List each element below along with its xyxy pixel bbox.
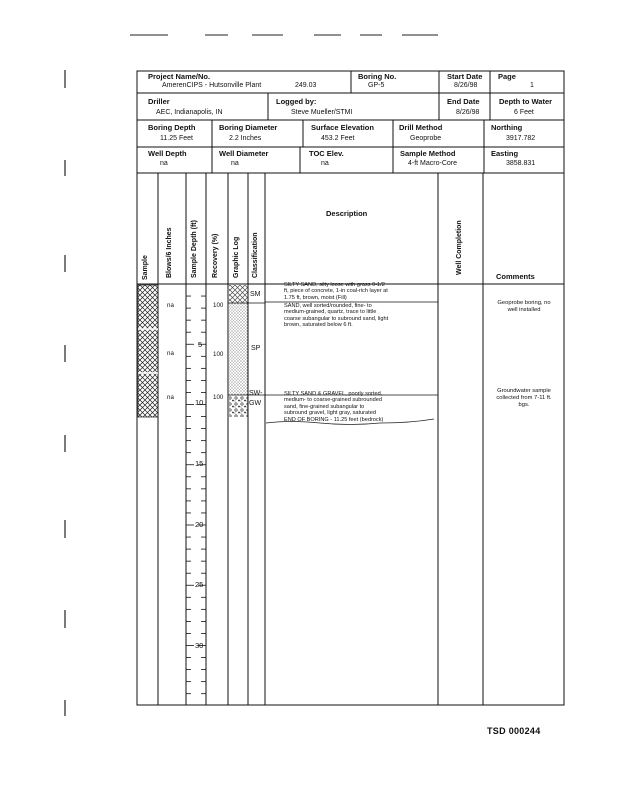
- class-sm: SM: [250, 291, 261, 298]
- depth-to-water-value: 6 Feet: [514, 109, 534, 116]
- depth-label-5: 5: [198, 340, 203, 349]
- boring-depth-value: 11.25 Feet: [160, 135, 193, 142]
- col-sample: Sample: [142, 255, 149, 280]
- document-id: TSD 000244: [487, 726, 541, 736]
- col-blows: Blows/6 Inches: [166, 227, 173, 278]
- depth-label-30: 30: [195, 641, 204, 650]
- class-sw: SW-: [249, 390, 263, 397]
- boring-no-value: GP-5: [368, 82, 385, 89]
- depth-label-20: 20: [195, 520, 204, 529]
- well-depth-label: Well Depth: [148, 149, 187, 158]
- depth-to-water-label: Depth to Water: [499, 97, 553, 106]
- description-sand-gravel: SILTY SAND & GRAVEL, poorly sorted, medium- to coarse-grained subrounded sand, fine-grained subangular to subround gravel, light gray, saturated: [284, 391, 383, 417]
- col-recovery: Recovery (%): [212, 233, 219, 278]
- sample-3-blows: na: [167, 394, 174, 401]
- driller-label: Driller: [148, 97, 170, 106]
- end-date-label: End Date: [447, 97, 480, 106]
- col-comments: Comments: [496, 272, 535, 281]
- boring-diameter-value: 2.2 Inches: [229, 135, 262, 142]
- northing-value: 3917.782: [506, 135, 536, 142]
- toc-elev-value: na: [321, 160, 329, 167]
- well-diameter-value: na: [231, 160, 239, 167]
- col-description: Description: [326, 209, 368, 218]
- col-graphic-log: Graphic Log: [233, 236, 240, 278]
- drill-method-value: Geoprobe: [410, 135, 442, 142]
- boring-depth-label: Boring Depth: [148, 123, 196, 132]
- end-of-boring: END OF BORING - 11.25 feet (bedrock): [284, 417, 384, 423]
- depth-label-10: 10: [195, 398, 204, 407]
- logged-by-value: Steve Mueller/STMI: [291, 109, 353, 116]
- northing-label: Northing: [491, 123, 523, 132]
- surface-elevation-value: 453.2 Feet: [321, 135, 355, 142]
- depth-label-15: 15: [195, 459, 204, 468]
- well-diameter-label: Well Diameter: [219, 149, 269, 158]
- boring-diameter-label: Boring Diameter: [219, 123, 278, 132]
- description-fill: SILTY SAND, silty loose with grass 0-1/2 ft, piece of concrete, 1-in coal-rich layer at 1.75 ft, brown, moist (Fill): [284, 282, 388, 301]
- start-date-value: 8/26/98: [454, 82, 478, 89]
- logged-by-label: Logged by:: [276, 97, 317, 106]
- col-well-completion: Well Completion: [456, 220, 463, 275]
- drill-method-label: Drill Method: [399, 123, 443, 132]
- boring-no-label: Boring No.: [358, 72, 397, 81]
- sample-1-recovery: 100: [213, 302, 224, 309]
- project-number-value: 249.03: [295, 82, 317, 89]
- class-sp: SP: [251, 345, 261, 352]
- end-date-value: 8/26/98: [456, 109, 480, 116]
- sample-2-recovery: 100: [213, 351, 224, 358]
- toc-elev-label: TOC Elev.: [309, 149, 344, 158]
- project-name-label: Project Name/No.: [148, 72, 211, 81]
- start-date-label: Start Date: [447, 72, 483, 81]
- project-name-value: AmerenCIPS - Hutsonville Plant: [162, 82, 262, 89]
- class-gw: GW: [249, 400, 262, 407]
- page-value: 1: [530, 82, 534, 89]
- comment-groundwater: Groundwater sample collected from 7-11 ft. bgs.: [496, 388, 552, 408]
- surface-elevation-label: Surface Elevation: [311, 123, 374, 132]
- easting-label: Easting: [491, 149, 519, 158]
- depth-label-25: 25: [195, 580, 204, 589]
- page-label: Page: [498, 72, 516, 81]
- sample-method-label: Sample Method: [400, 149, 456, 158]
- description-sand: SAND, well sorted/rounded, fine- to medium-grained, quartz, trace to little coarse subangular to subround sand, light brown, saturated below 6 ft.: [284, 303, 389, 329]
- col-sample-depth: Sample Depth (ft): [191, 220, 198, 278]
- well-depth-value: na: [160, 160, 168, 167]
- sample-1-blows: na: [167, 302, 174, 309]
- sample-method-value: 4-ft Macro-Core: [408, 160, 458, 167]
- col-classification: Classification: [252, 232, 259, 278]
- sample-3-recovery: 100: [213, 394, 224, 401]
- sample-2-blows: na: [167, 350, 174, 357]
- driller-value: AEC, Indianapolis, IN: [156, 109, 223, 116]
- comment-geoprobe: Geoprobe boring, no well installed: [497, 300, 551, 313]
- easting-value: 3858.831: [506, 160, 536, 167]
